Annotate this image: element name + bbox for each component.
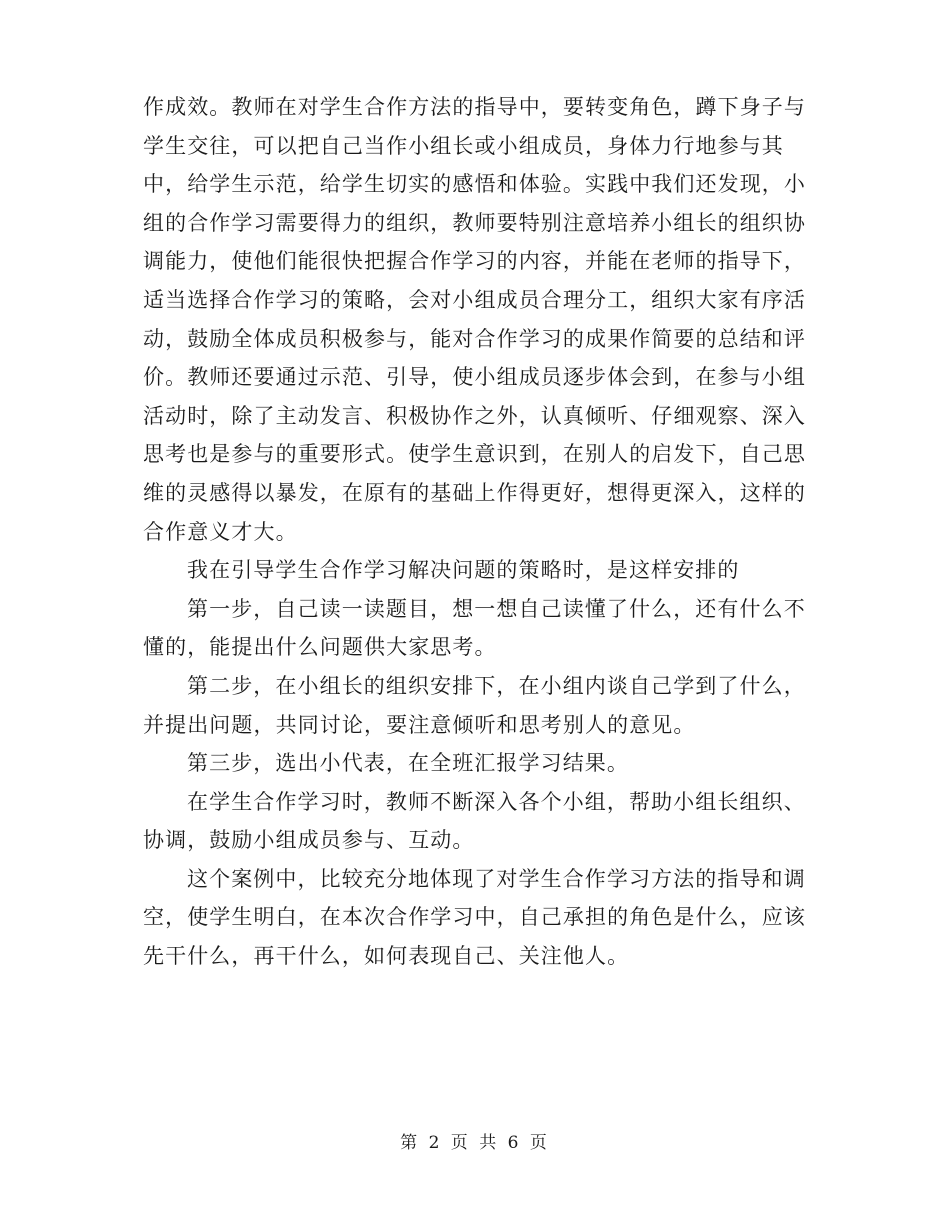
page-footer: 第 2 页 共 6 页: [400, 1133, 550, 1153]
body-text: [143, 88, 823, 976]
text-line: 协调，鼓励小组成员参与、互动。: [143, 828, 475, 853]
text-line: 先干什么，再干什么，如何表现自己、关注他人。: [143, 944, 630, 969]
text-line: 空，使学生明白，在本次合作学习中，自己承担的角色是什么，应该: [143, 905, 806, 930]
text-line: 维的灵感得以暴发，在原有的基础上作得更好，想得更深入，这样的: [143, 480, 806, 505]
text-line: 第二步，在小组长的组织安排下，在小组内谈自己学到了什么，: [187, 673, 806, 698]
text-line: 第三步，选出小代表，在全班汇报学习结果。: [187, 751, 629, 776]
text-line: 学生交往，可以把自己当作小组长或小组成员，身体力行地参与其: [143, 133, 784, 158]
text-line: 合作意义才大。: [143, 519, 298, 544]
text-line: 适当选择合作学习的策略，会对小组成员合理分工，组织大家有序活: [143, 287, 806, 312]
text-line: 我在引导学生合作学习解决问题的策略时，是这样安排的: [187, 558, 740, 583]
text-line: 组的合作学习需要得力的组织，教师要特别注意培养小组长的组织协: [143, 210, 806, 235]
text-line: 调能力，使他们能很快把握合作学习的内容，并能在老师的指导下，: [143, 249, 806, 274]
text-line: 这个案例中，比较充分地体现了对学生合作学习方法的指导和调: [187, 866, 806, 891]
text-line: 作成效。教师在对学生合作方法的指导中，要转变角色，蹲下身子与: [143, 95, 806, 119]
text-line: 动，鼓励全体成员积极参与，能对合作学习的成果作简要的总结和评: [143, 326, 806, 351]
text-line: 思考也是参与的重要形式。使学生意识到，在别人的启发下，自己思: [143, 442, 806, 467]
text-line: 价。教师还要通过示范、引导，使小组成员逐步体会到，在参与小组: [143, 365, 806, 390]
text-line: 活动时，除了主动发言、积极协作之外，认真倾听、仔细观察、深入: [143, 403, 806, 428]
text-line: 懂的，能提出什么问题供大家思考。: [143, 635, 497, 660]
text-line: 中，给学生示范，给学生切实的感悟和体验。实践中我们还发现，小: [143, 172, 806, 197]
text-line: 并提出问题，共同讨论，要注意倾听和思考别人的意见。: [143, 712, 696, 737]
text-line: 第一步，自己读一读题目，想一想自己读懂了什么，还有什么不: [187, 596, 806, 621]
text-line: 在学生合作学习时，教师不断深入各个小组，帮助小组长组织、: [187, 789, 806, 814]
